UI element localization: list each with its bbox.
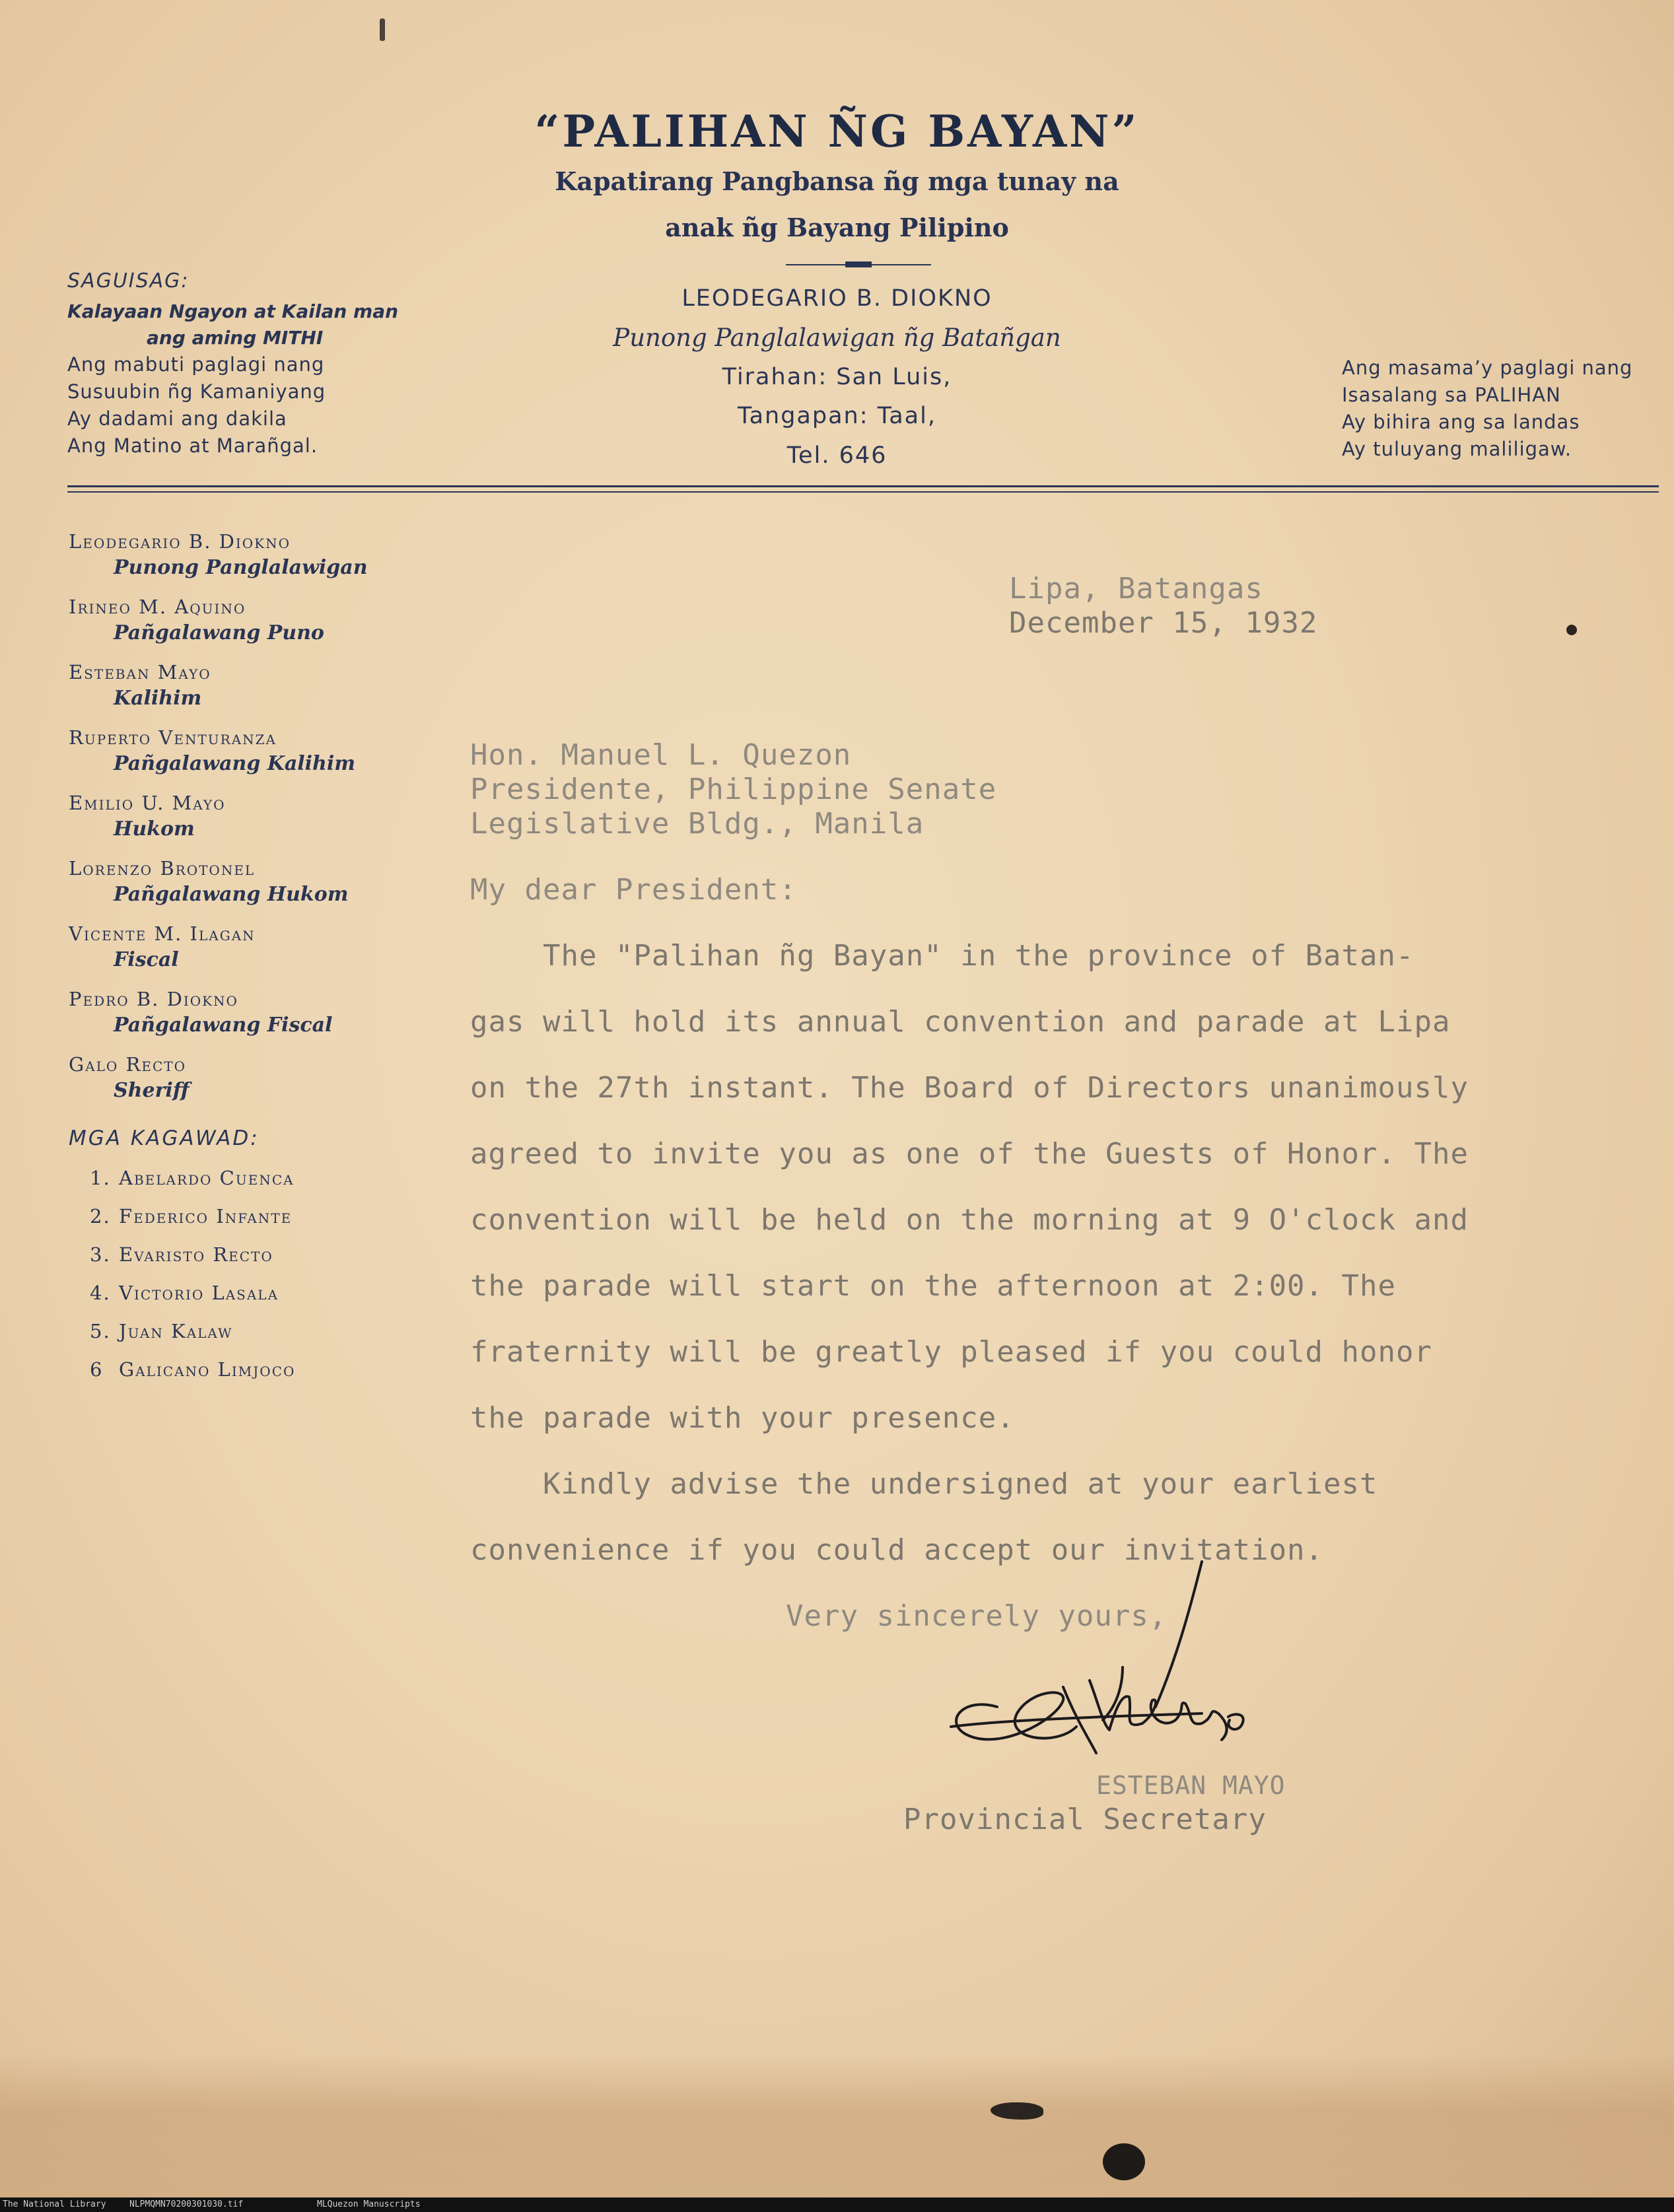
residence-line: Tirahan: San Luis, xyxy=(722,364,952,390)
body-line: Kindly advise the undersigned at your earliest xyxy=(470,1467,1378,1501)
body-line: convention will be held on the morning at 9 O'clock and xyxy=(470,1203,1469,1237)
officer-name: Vicente M. Ilagan xyxy=(69,922,256,945)
signer-name: ESTEBAN MAYO xyxy=(1096,1771,1286,1800)
officer-entry xyxy=(69,855,465,908)
closing: Very sincerely yours, xyxy=(786,1599,1168,1633)
left-motto-block xyxy=(67,267,437,460)
left-verse-line: Ang Matino at Marañgal. xyxy=(67,434,318,457)
kagawad-name: Federico Infante xyxy=(119,1205,293,1227)
salutation: My dear President: xyxy=(470,873,797,907)
left-verse-line: Ay dadami ang dakila xyxy=(67,407,287,430)
addressee-line-2: Presidente, Philippine Senate xyxy=(470,773,997,806)
motto-line-2: ang aming MITHI xyxy=(147,327,324,349)
addressee-line-3: Legislative Bldg., Manila xyxy=(470,807,924,841)
officer-name: Galo Recto xyxy=(69,1053,186,1076)
paper-fold-shadow xyxy=(0,2054,1674,2197)
handwritten-signature xyxy=(924,1555,1268,1780)
body-line: The "Palihan ñg Bayan" in the province of Batan- xyxy=(470,939,1414,973)
officer-title: Hukom xyxy=(114,817,195,841)
officer-title: Punong Panglalawigan xyxy=(114,556,368,579)
officer-entry xyxy=(69,528,465,581)
letter-place: Lipa, Batangas xyxy=(1009,572,1263,605)
officer-name: Pedro B. Diokno xyxy=(69,988,238,1010)
kagawad-member xyxy=(69,1356,465,1383)
right-verse-line: Isasalang sa PALIHAN xyxy=(1342,384,1561,406)
motto-line-1: Kalayaan Ngayon at Kailan man xyxy=(67,300,399,322)
kagawad-number: 1. xyxy=(90,1167,111,1189)
officer-name: Irineo M. Aquino xyxy=(69,596,246,618)
kagawad-number: 5. xyxy=(90,1320,111,1342)
letterhead-subtitle-2: anak ñg Bayang Pilipino xyxy=(665,213,1009,242)
kagawad-number: 2. xyxy=(90,1205,111,1227)
motto-heading: SAGUISAG: xyxy=(67,269,190,293)
leader-title: Punong Panglalawigan ñg Batañgan xyxy=(613,324,1061,352)
kagawad-name: Juan Kalaw xyxy=(119,1320,233,1342)
officer-entry xyxy=(69,659,465,712)
officer-title: Pañgalawang Kalihim xyxy=(114,752,356,775)
body-line: on the 27th instant. The Board of Directors unanimously xyxy=(470,1071,1469,1105)
kagawad-member xyxy=(69,1280,465,1306)
right-verse-line: Ay bihira ang sa landas xyxy=(1342,411,1580,433)
addressee-line-1: Hon. Manuel L. Quezon xyxy=(470,738,852,772)
kagawad-member xyxy=(69,1165,465,1191)
officer-title: Sheriff xyxy=(114,1079,190,1102)
office-line: Tangapan: Taal, xyxy=(738,403,936,429)
right-verse-block xyxy=(1342,355,1659,463)
officer-name: Leodegario B. Diokno xyxy=(69,530,291,553)
body-line: convenience if you could accept our invitation. xyxy=(470,1533,1324,1567)
leader-name: LEODEGARIO B. DIOKNO xyxy=(681,285,993,312)
right-verse-line: Ay tuluyang maliligaw. xyxy=(1342,438,1572,460)
archive-footer xyxy=(0,2197,1674,2212)
letterhead-ornament-rule xyxy=(786,264,931,265)
kagawad-name: Victorio Lasala xyxy=(119,1282,279,1304)
body-line: the parade with your presence. xyxy=(470,1401,1015,1435)
footer-file: NLPMQMN70200301030.tif xyxy=(129,2199,244,2209)
footer-library: The National Library xyxy=(3,2199,106,2209)
officer-name: Esteban Mayo xyxy=(69,661,211,683)
ink-blot-bottom-2 xyxy=(1103,2143,1145,2180)
officer-title: Pañgalawang Puno xyxy=(114,621,324,644)
ink-spot-top xyxy=(380,18,385,41)
letter-date: December 15, 1932 xyxy=(1009,606,1318,640)
officer-entry xyxy=(69,724,465,777)
kagawad-heading: MGA KAGAWAD: xyxy=(69,1126,260,1150)
kagawad-name: Evaristo Recto xyxy=(119,1243,273,1266)
officer-entry xyxy=(69,1051,465,1104)
officer-title: Fiscal xyxy=(114,948,179,971)
right-verse-line: Ang masama’y paglagi nang xyxy=(1342,357,1633,379)
letterhead-subtitle-1: Kapatirang Pangbansa ñg mga tunay na xyxy=(555,166,1119,196)
footer-collection: MLQuezon Manuscripts xyxy=(317,2199,421,2209)
kagawad-name: Abelardo Cuenca xyxy=(119,1167,295,1189)
officer-name: Ruperto Venturanza xyxy=(69,726,277,749)
left-verse-line: Susuubin ñg Kamaniyang xyxy=(67,380,326,403)
officer-name: Emilio U. Mayo xyxy=(69,792,226,814)
body-line: the parade will start on the afternoon at 2:00. The xyxy=(470,1269,1397,1303)
officer-title: Pañgalawang Hukom xyxy=(114,883,349,906)
left-verse-line: Ang mabuti paglagi nang xyxy=(67,353,325,376)
kagawad-number: 3. xyxy=(90,1243,111,1266)
officer-entry xyxy=(69,594,465,646)
letterhead-title: “PALIHAN ÑG BAYAN” xyxy=(534,106,1140,157)
officer-title: Pañgalawang Fiscal xyxy=(114,1014,333,1037)
kagawad-number: 6 xyxy=(90,1358,104,1381)
body-line: fraternity will be greatly pleased if you could honor xyxy=(470,1335,1432,1369)
ink-spot-right xyxy=(1566,625,1577,635)
officer-entry xyxy=(69,986,465,1039)
phone-line: Tel. 646 xyxy=(786,442,888,469)
header-rule-top xyxy=(67,485,1659,487)
kagawad-member xyxy=(69,1241,465,1268)
body-line: gas will hold its annual convention and parade at Lipa xyxy=(470,1005,1451,1039)
officer-entry xyxy=(69,920,465,973)
kagawad-member xyxy=(69,1203,465,1229)
kagawad-number: 4. xyxy=(90,1282,111,1304)
officer-name: Lorenzo Brotonel xyxy=(69,857,256,880)
kagawad-name: Galicano Limjoco xyxy=(119,1358,296,1381)
kagawad-member xyxy=(69,1318,465,1344)
header-rule-bottom xyxy=(67,491,1659,493)
officer-title: Kalihim xyxy=(114,687,202,710)
officer-entry xyxy=(69,790,465,843)
signer-title: Provincial Secretary xyxy=(903,1803,1267,1836)
body-line: agreed to invite you as one of the Guests of Honor. The xyxy=(470,1137,1469,1171)
officers-list xyxy=(69,528,465,1395)
